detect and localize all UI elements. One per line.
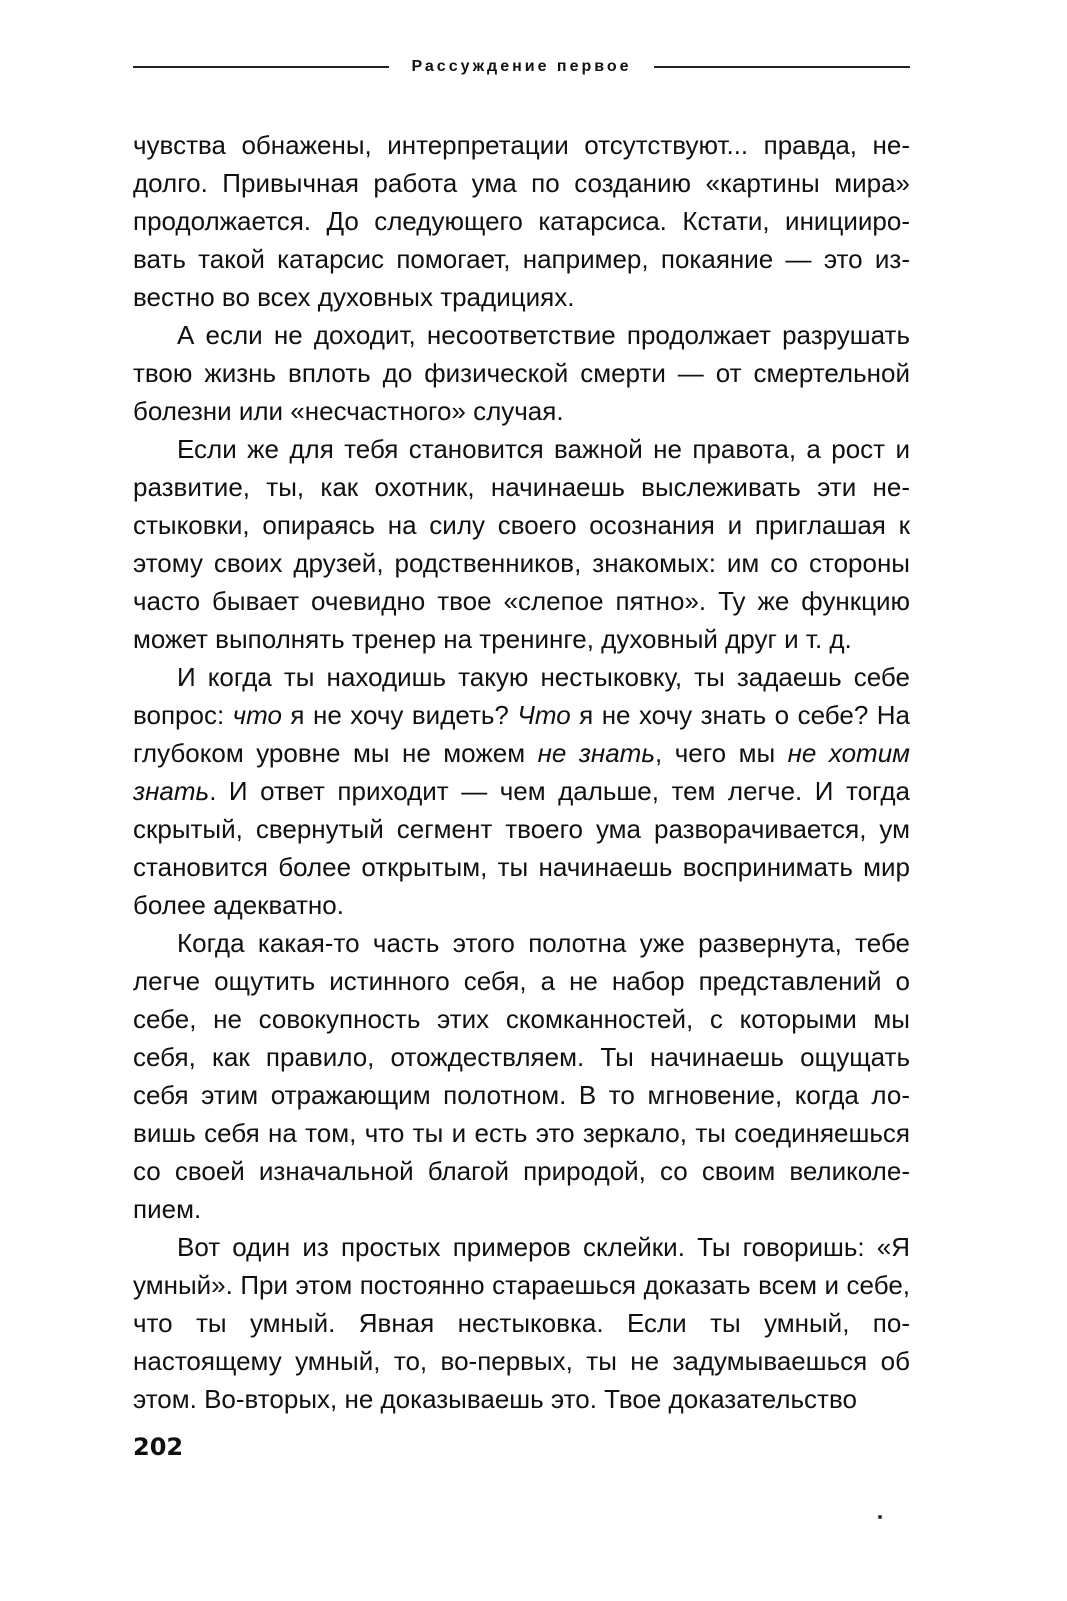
paragraph (133, 126, 910, 316)
paragraph (133, 316, 910, 430)
paragraph (133, 1228, 910, 1418)
text-segment: , чего мы (655, 738, 788, 768)
body-text (133, 126, 910, 1418)
text-segment: И когда ты находишь такую нестыковку, ты задаешь себе вопрос: (133, 662, 910, 730)
header-rule-left (133, 66, 389, 68)
header-rule-right (654, 66, 910, 68)
text-segment: Если же для тебя становится важной не правота, а рост и развитие, ты, как охотник, начинаешь выслеживать эти нестыковки, опираясь на силу своего осознания и приглашая к этому своих друзей, родственников, знакомых: им со стороны часто бывает очевидно твое «слепое пятно». Ту же функцию может выполнять тренер на тренинге, духовный друг и т. д. (133, 434, 910, 654)
text-segment: чувства обнажены, интерпретации отсутствуют... правда, недолго. Привычная работа ума по созданию «картины мира» продолжается. До следующего катарсиса. Кстати, инициировать такой катарсис помогает, например, покаяние — это известно во всех духовных традициях. (133, 130, 910, 312)
text-segment: А если не доходит, несоответствие продолжает разрушать твою жизнь вплоть до физической смерти — от смертельной болезни или «несчастного» случая. (133, 320, 910, 426)
italic-text: не хотим знать (133, 738, 910, 806)
paragraph (133, 924, 910, 1228)
italic-text: что (232, 700, 282, 730)
text-segment: я не хочу видеть? (281, 700, 518, 730)
paragraph (133, 430, 910, 658)
page-number: 202 (133, 1433, 184, 1461)
paragraph (133, 658, 910, 924)
print-speck (878, 1515, 882, 1519)
text-segment: Вот один из простых примеров склейки. Ты говоришь: «Я умный». При этом постоянно стараешься доказать всем и себе, что ты умный. Явная нестыковка. Если ты умный, по-настоящему умный, то, во-первых, ты не задумываешься об этом. Во-вторых, не доказываешь это. Твое доказательство (133, 1232, 910, 1414)
chapter-title: Рассуждение первое (411, 58, 632, 75)
italic-text: Что (517, 700, 571, 730)
italic-text: не знать (537, 738, 655, 768)
text-segment: . И ответ приходит — чем дальше, тем легче. И тогда скрытый, свернутый сегмент твоего ума разворачивается, ум становится более открытым, ты начинаешь воспринимать мир более адекватно. (133, 776, 910, 920)
running-header (133, 58, 910, 76)
text-segment: Когда какая-то часть этого полотна уже развернута, тебе легче ощутить истинного себя, а не набор представлений о себе, не совокупность этих скомканностей, с которыми мы себя, как правило, отождествляем. Ты начинаешь ощущать себя этим отражающим полотном. В то мгновение, когда ловишь себя на том, что ты и есть это зеркало, ты соединяешься со своей изначальной благой природой, со своим великолепием. (133, 928, 910, 1224)
text-segment: я не хочу знать о себе? На глубоком уровне мы не можем (133, 700, 910, 768)
